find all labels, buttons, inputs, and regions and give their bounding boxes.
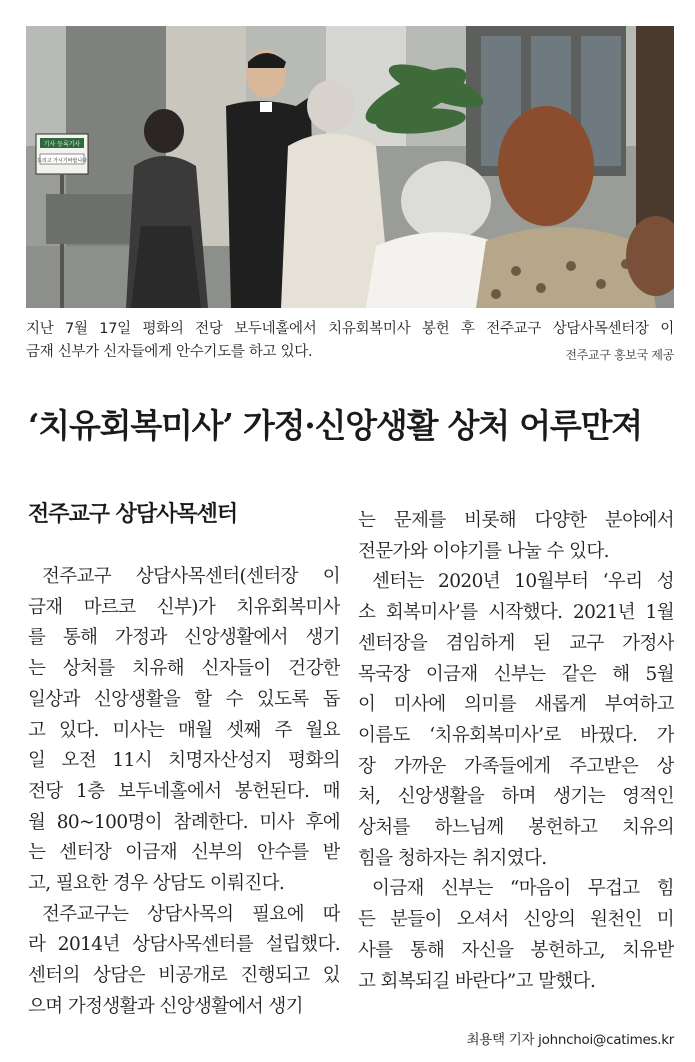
article-line: 는 센터장 이금재 신부의 안수를 받: [28, 842, 340, 864]
article-line: 장 가까운 가족들에게 주고받은 상: [358, 755, 674, 777]
article-line: 센터는 2020년 10월부터 ‘우리 성: [372, 571, 674, 593]
article-line: 를 통해 가정과 신앙생활에서 생기: [28, 627, 340, 649]
caption-line-2: 금재 신부가 신자들에게 안수기도를 하고 있다.: [26, 344, 313, 360]
photo-credit: 전주교구 홍보국 제공: [565, 348, 674, 362]
subheading: 전주교구 상담사목센터: [28, 502, 238, 527]
article-line: 전주교구는 상담사목의 필요에 따: [42, 903, 340, 925]
article-line: 소 회복미사’를 시작했다. 2021년 1월: [358, 602, 674, 624]
sign-bottom-text: 드리고 가시기바랍니다: [37, 158, 87, 164]
byline: 최용택 기자 johnchoi@catimes.kr: [466, 1032, 674, 1048]
article-line: 든 분들이 오셔서 신앙의 원천인 미: [358, 909, 674, 931]
article-line: 고 회복되길 바란다”고 말했다.: [358, 970, 596, 992]
headline: ‘치유회복미사’ 가정·신앙생활 상처 어루만져: [28, 406, 642, 445]
article-line: 사를 통해 자신을 봉헌하고, 치유받: [358, 939, 674, 961]
article-line: 센터장을 겸임하게 된 교구 가정사: [358, 632, 674, 654]
article-line: 으며 가정생활과 신앙생활에서 생기: [28, 995, 303, 1017]
article-line: 라 2014년 상담사목센터를 설립했다.: [28, 934, 340, 956]
article-line: 처, 신앙생활을 하며 생기는 영적인: [358, 786, 674, 808]
sign-top-text: 기사 등록기사: [43, 141, 81, 148]
news-photo: [26, 26, 674, 308]
article-line: 금재 마르코 신부)가 치유회복미사: [28, 596, 340, 618]
article-line: 목국장 이금재 신부는 같은 해 5월: [358, 663, 674, 685]
article-line: 고 있다. 미사는 매월 셋째 주 월요: [28, 719, 340, 741]
article-line: 전문가와 이야기를 나눌 수 있다.: [358, 540, 609, 562]
left-column-body: [28, 562, 340, 1023]
article-line: 이 미사에 의미를 새롭게 부여하고: [358, 694, 674, 716]
article-line: 일 오전 11시 치명자산성지 평화의: [28, 750, 340, 772]
article-line: 힘을 청하자는 취지였다.: [358, 847, 547, 869]
right-column-body: [358, 506, 674, 997]
article-line: 월 80~100명이 참례한다. 미사 후에: [28, 811, 340, 833]
article-line: 상처를 하느님께 봉헌하고 치유의: [358, 817, 674, 839]
article-column-left: [28, 500, 340, 1023]
article-line: 이금재 신부는 “마음이 무겁고 힘: [372, 878, 674, 900]
article-line: 전주교구 상담사목센터(센터장 이: [42, 566, 340, 587]
article-line: 일상과 신앙생활을 할 수 있도록 돕: [28, 688, 340, 710]
caption-line-1: 지난 7월 17일 평화의 전당 보두네홀에서 치유회복미사 봉헌 후 전주교구 상담사목센터장 이: [26, 321, 674, 337]
article-line: 센터의 상담은 비공개로 진행되고 있: [28, 965, 340, 987]
article-line: 는 문제를 비롯해 다양한 분야에서: [358, 510, 674, 531]
article-line: 전당 1층 보두네홀에서 봉헌된다. 매: [28, 780, 340, 802]
article-column-right: [358, 506, 674, 997]
photo-illustration: [26, 26, 674, 308]
article-line: 이름도 ‘치유회복미사’로 바꿨다. 가: [358, 724, 674, 746]
article-line: 고, 필요한 경우 상담도 이뤄진다.: [28, 873, 285, 895]
article-line: 는 상처를 치유해 신자들이 건강한: [28, 658, 340, 680]
